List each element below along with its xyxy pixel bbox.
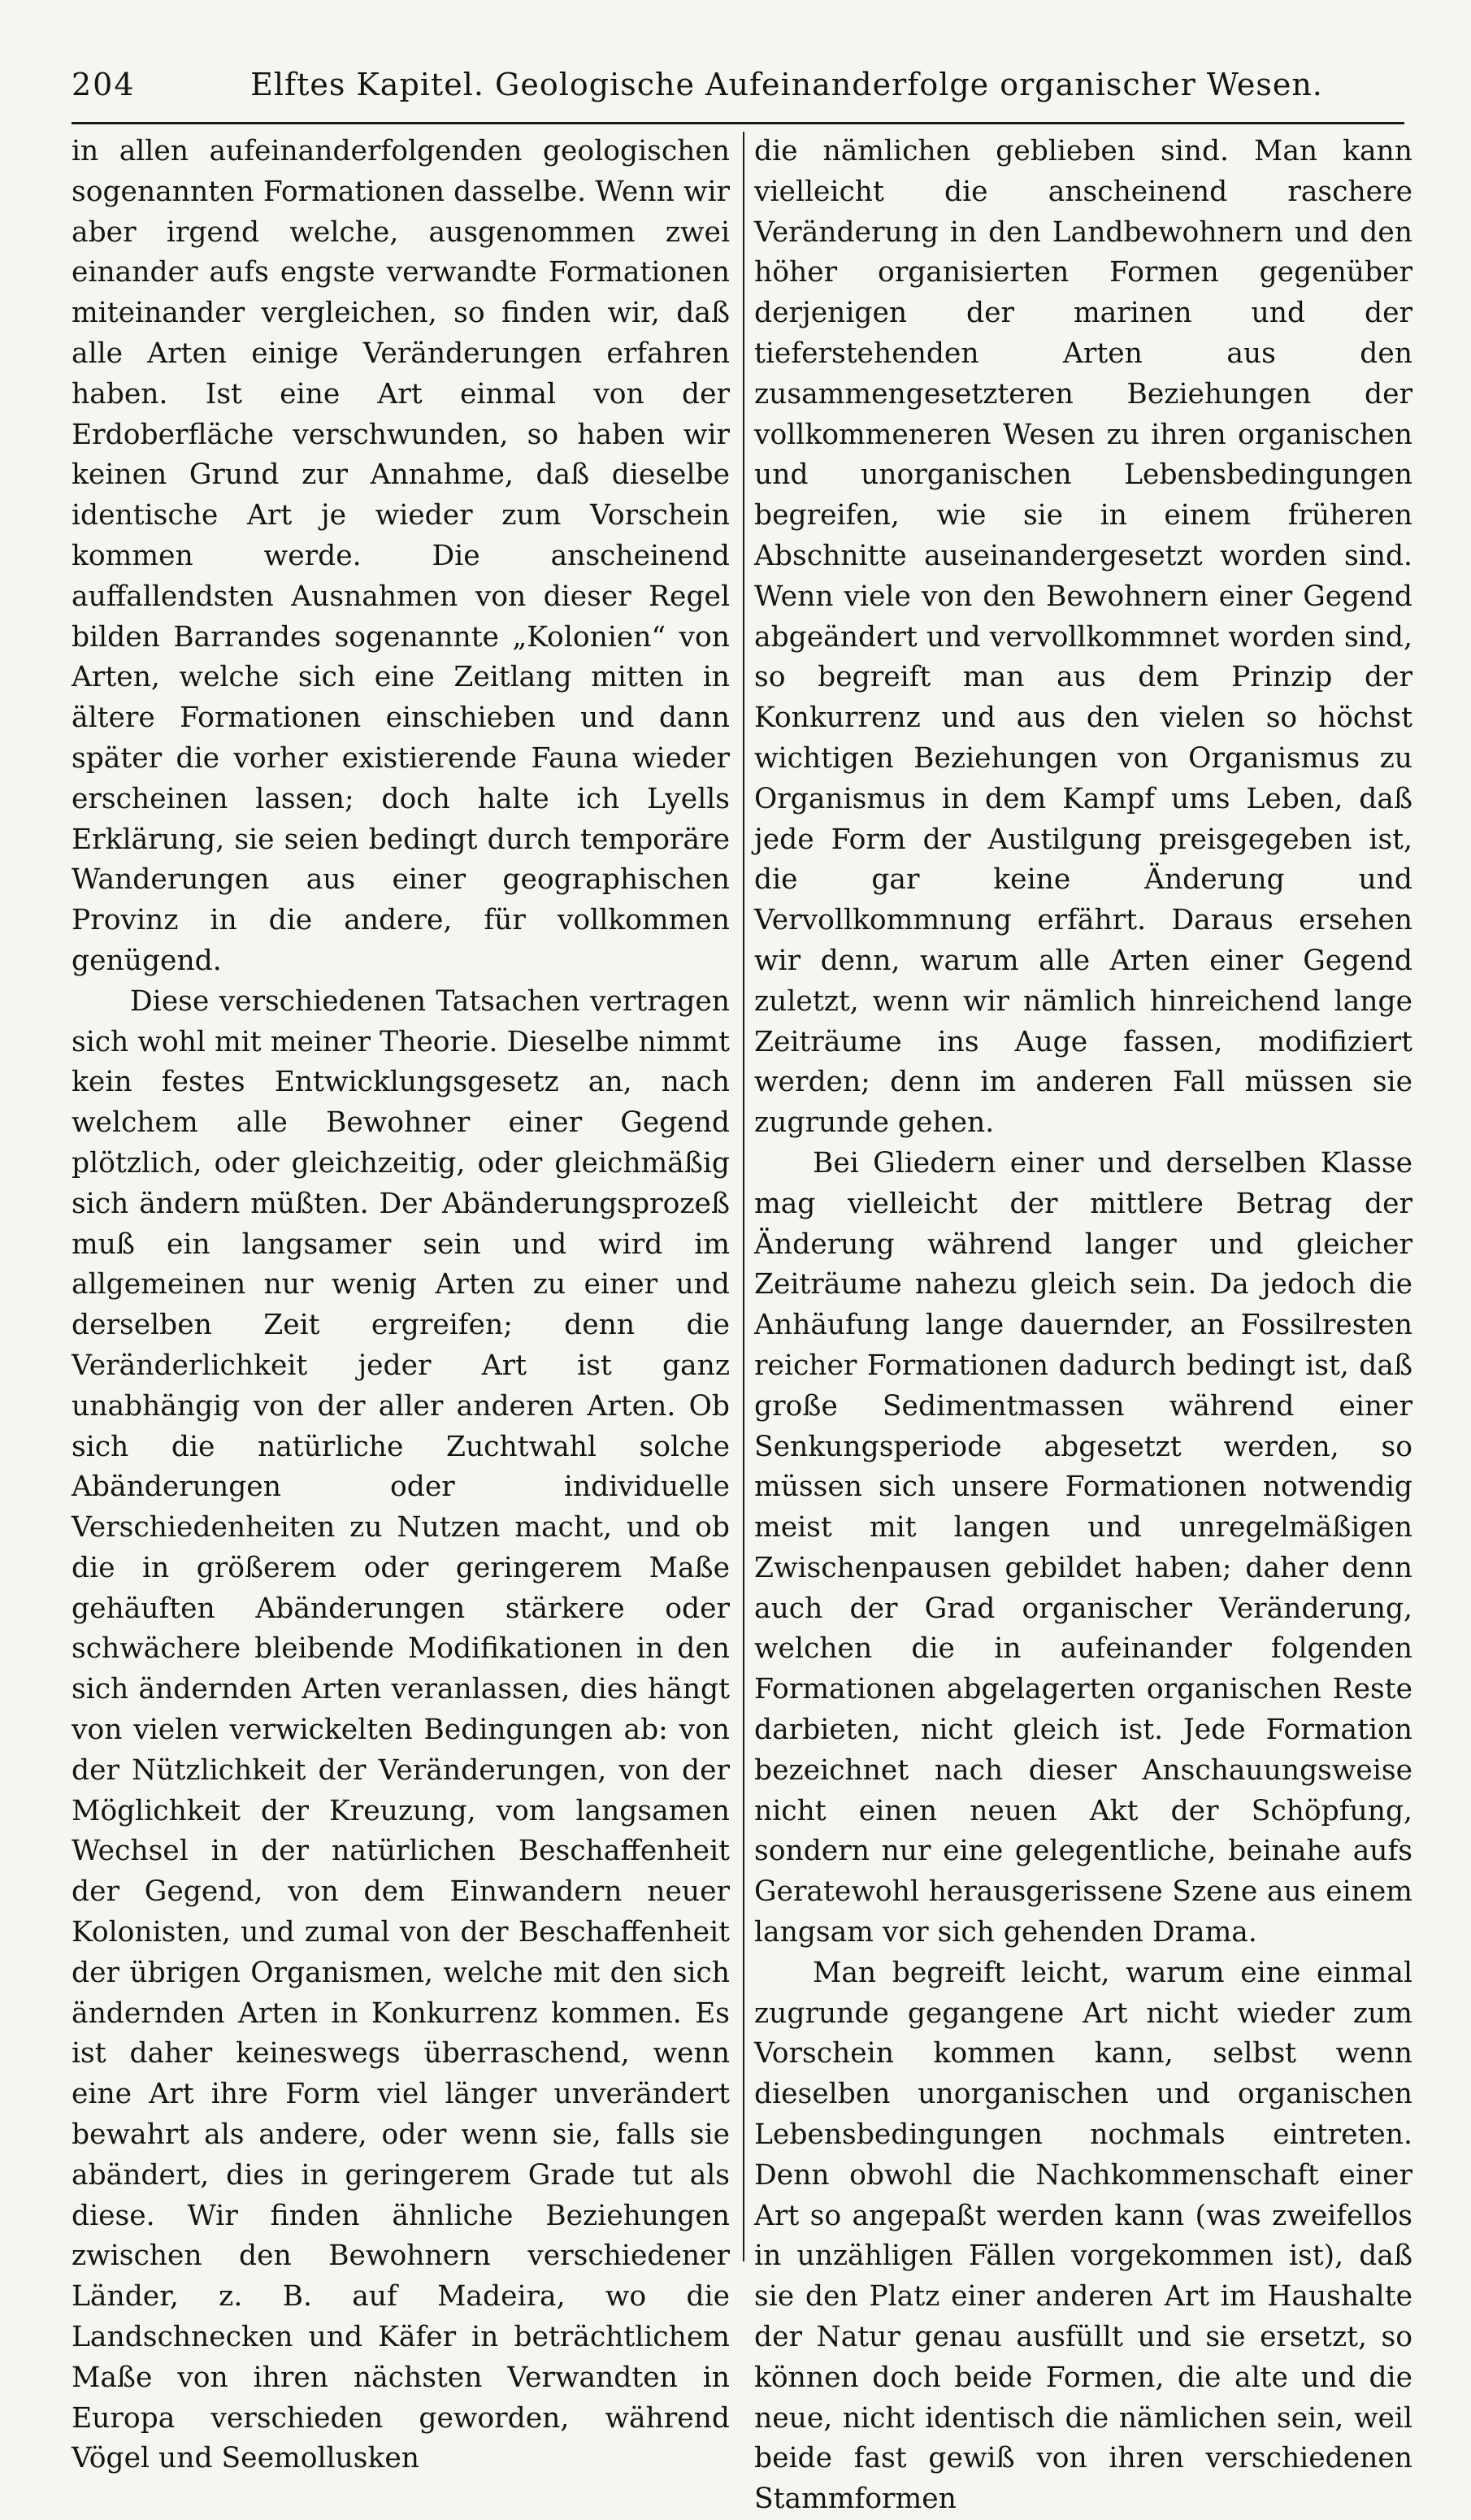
right-paragraph-1: die nämlichen geblieben sind. Man kann vielleicht die anscheinend raschere Veränderung in den Landbewohnern und den höher organisierten Formen gegenüber derjenigen der marinen und der tieferstehenden Arten aus den zusammengesetzteren Beziehungen der vollkommeneren Wesen zu ihren organischen und unorganischen Lebensbedingungen begreifen, wie sie in einem früheren Abschnitte auseinandergesetzt worden sind. Wenn viele von den Bewohnern einer Gegend abgeändert und vervollkommnet worden sind, so begreift man aus dem Prinzip der Konkurrenz und aus den vielen so höchst wichtigen Beziehungen von Organismus zu Organismus in dem Kampf ums Leben, daß jede Form der Austilgung preisgegeben ist, die gar keine Änderung und Vervollkommnung erfährt. Daraus ersehen wir denn, warum alle Arten einer Gegend zuletzt, wenn wir nämlich hinreichend lange Zeiträume ins Auge fassen, modifiziert werden; denn im anderen Fall müssen sie zugrunde gehen. (754, 135, 1412, 1140)
left-column (72, 132, 730, 2475)
page-header (72, 67, 1404, 115)
running-head: Elftes Kapitel. Geologische Aufeinanderfolge organischer Wesen. (250, 67, 1323, 102)
right-column (754, 132, 1412, 2516)
page-number: 204 (72, 67, 136, 102)
left-paragraph-2: Diese verschiedenen Tatsachen vertragen sich wohl mit meiner Theorie. Dieselbe nimmt kein festes Entwicklungsgesetz an, nach welchem alle Bewohner einer Gegend plötzlich, oder gleichzeitig, oder gleichmäßig sich ändern müßten. Der Abänderungsprozeß muß ein langsamer sein und wird im allgemeinen nur wenig Arten zu einer und derselben Zeit ergreifen; denn die Veränderlichkeit jeder Art ist ganz unabhängig von der aller anderen Arten. Ob sich die natürliche Zuchtwahl solche Abänderungen oder individuelle Verschiedenheiten zu Nutzen macht, und ob die in größerem oder geringerem Maße gehäuften Abänderungen stärkere oder schwächere bleibende Modifikationen in den sich ändernden Arten veranlassen, dies hängt von vielen verwickelten Bedingungen ab: von der Nützlichkeit der Veränderungen, von der Möglichkeit der Kreuzung, vom langsamen Wechsel in der natürlichen Beschaffenheit der Gegend, von dem Einwandern neuer Kolonisten, und zumal von der Beschaffenheit der übrigen Organismen, welche mit den sich ändernden Arten in Konkurrenz kommen. Es ist daher keineswegs überraschend, wenn eine Art ihre Form viel länger unverändert bewahrt als andere, oder wenn sie, falls sie abändert, dies in geringerem Grade tut als diese. Wir finden ähnliche Beziehungen zwischen den Bewohnern verschiedener Länder, z. B. auf Madeira, wo die Landschnecken und Käfer in beträchtlichem Maße von ihren nächsten Verwandten in Europa verschieden geworden, während Vögel und Seemollusken (72, 984, 730, 2475)
right-paragraph-3: Man begreift leicht, warum eine einmal zugrunde gegangene Art nicht wieder zum Vorschein kommen kann, selbst wenn dieselben unorganischen und organischen Lebensbedingungen nochmals eintreten. Denn obwohl die Nachkommenschaft einer Art so angepaßt werden kann (was zweifellos in unzähligen Fällen vorgekommen ist), daß sie den Platz einer anderen Art im Haushalte der Natur genau ausfüllt und sie ersetzt, so können doch beide Formen, die alte und die neue, nicht identisch die nämlichen sein, weil beide fast gewiß von ihren verschiedenen Stammformen (754, 1956, 1412, 2516)
column-divider (743, 132, 744, 2261)
right-paragraph-2: Bei Gliedern einer und derselben Klasse mag vielleicht der mittlere Betrag der Änderung während langer und gleicher Zeiträume nahezu gleich sein. Da jedoch die Anhäufung lange dauernder, an Fossilresten reicher Formationen dadurch bedingt ist, daß große Sedimentmassen während einer Senkungsperiode abgesetzt werden, so müssen sich unsere Formationen notwendig meist mit langen und unregelmäßigen Zwischenpausen gebildet haben; daher denn auch der Grad organischer Veränderung, welchen die in aufeinander folgenden Formationen abgelagerten organischen Reste darbieten, nicht gleich ist. Jede Formation bezeichnet nach dieser Anschauungsweise nicht einen neuen Akt der Schöpfung, sondern nur eine gelegentliche, beinahe aufs Geratewohl herausgerissene Szene aus einem langsam vor sich gehenden Drama. (754, 1146, 1412, 1949)
left-paragraph-1: in allen aufeinanderfolgenden geologischen sogenannten Formationen dasselbe. Wenn wir aber irgend welche, ausgenommen zwei einander aufs engste verwandte Formationen miteinander vergleichen, so finden wir, daß alle Arten einige Veränderungen erfahren haben. Ist eine Art einmal von der Erdoberfläche verschwunden, so haben wir keinen Grund zur Annahme, daß dieselbe identische Art je wieder zum Vorschein kommen werde. Die anscheinend auffallendsten Ausnahmen von dieser Regel bilden Barrandes sogenannte „Kolonien“ von Arten, welche sich eine Zeitlang mitten in ältere Formationen einschieben und dann später die vorher existierende Fauna wieder erscheinen lassen; doch halte ich Lyells Erklärung, sie seien bedingt durch temporäre Wanderungen aus einer geographischen Provinz in die andere, für vollkommen genügend. (72, 135, 730, 977)
header-rule (72, 122, 1404, 124)
